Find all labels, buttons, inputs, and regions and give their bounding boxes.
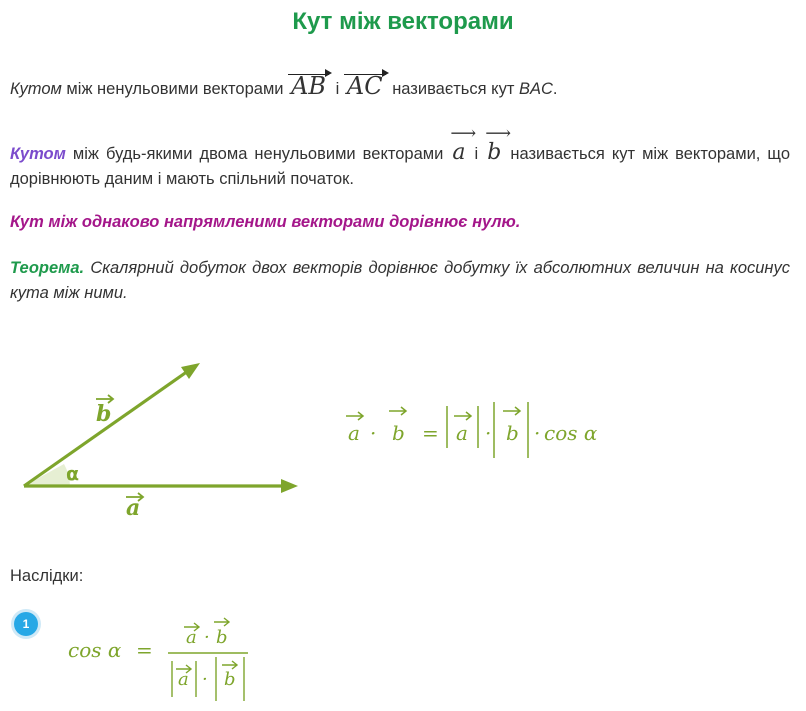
- def1-text2: називається кут: [387, 80, 519, 98]
- def2-conj: і: [467, 145, 486, 163]
- vector-ab: AB: [288, 74, 329, 97]
- label-a: a: [126, 495, 141, 521]
- def1-end: .: [552, 80, 558, 98]
- vector-ac: AC: [344, 74, 386, 97]
- vector-b: ⟶ b: [485, 123, 510, 165]
- zero-angle-text: Кут між однаково напрямленими векторами дорівнює нулю.: [10, 213, 521, 231]
- def1-text: між ненульовими векторами: [61, 80, 289, 98]
- label-b: b: [96, 401, 112, 427]
- num-b: b: [216, 627, 228, 648]
- theorem-text: Скалярний добуток двох векторів дорівнює добутку їх абсолютних величин на косинус кута між ними.: [10, 259, 790, 302]
- def2-text2: називається кут між векторами, що дорівнюють даним і мають спільний початок.: [10, 145, 790, 188]
- formula-a: a: [348, 421, 360, 445]
- term-kutom: Кутом: [10, 80, 62, 98]
- def2-text: між будь-якими двома ненульовими векторами: [65, 145, 451, 163]
- theorem-label: Теорема.: [10, 259, 85, 277]
- den-dot: ·: [202, 669, 208, 690]
- scalar-product-formula: [342, 400, 612, 460]
- den-a: a: [178, 669, 189, 690]
- formula-dot-3: ·: [534, 421, 541, 445]
- page-title: Кут між векторами: [292, 8, 514, 35]
- formula-b: b: [392, 421, 405, 445]
- definition-2: [10, 123, 790, 192]
- consequences-heading: Наслідки:: [10, 567, 84, 585]
- cos-lhs: cos α: [68, 638, 122, 662]
- vector-a-arrowhead: [281, 479, 298, 493]
- angle-bac: BAC: [518, 80, 553, 98]
- vector-b-line: [24, 371, 188, 486]
- formula-dot-2: ·: [485, 421, 492, 445]
- formula-eq: =: [422, 421, 439, 445]
- formula-dot: ·: [370, 421, 377, 445]
- formula-cos: cos α: [544, 421, 598, 445]
- formula-abs-a: a: [456, 421, 468, 445]
- consequence-number-badge: 1: [14, 612, 38, 636]
- zero-angle-statement: [10, 210, 790, 235]
- alpha-label: α: [66, 463, 80, 485]
- definition-1: [10, 74, 790, 102]
- term-kutom-2: Кутом: [10, 145, 66, 163]
- den-b: b: [224, 669, 236, 690]
- def1-conj: і: [331, 80, 344, 98]
- cosine-formula: [68, 615, 268, 705]
- num-dot: ·: [204, 627, 210, 648]
- num-a: a: [186, 627, 197, 648]
- formula-abs-b: b: [506, 421, 519, 445]
- vector-a: ⟶ a: [450, 123, 475, 165]
- vector-angle-diagram: [0, 355, 320, 535]
- theorem: [10, 256, 790, 306]
- vector-b-arrowhead: [181, 363, 200, 379]
- cos-eq: =: [136, 638, 153, 662]
